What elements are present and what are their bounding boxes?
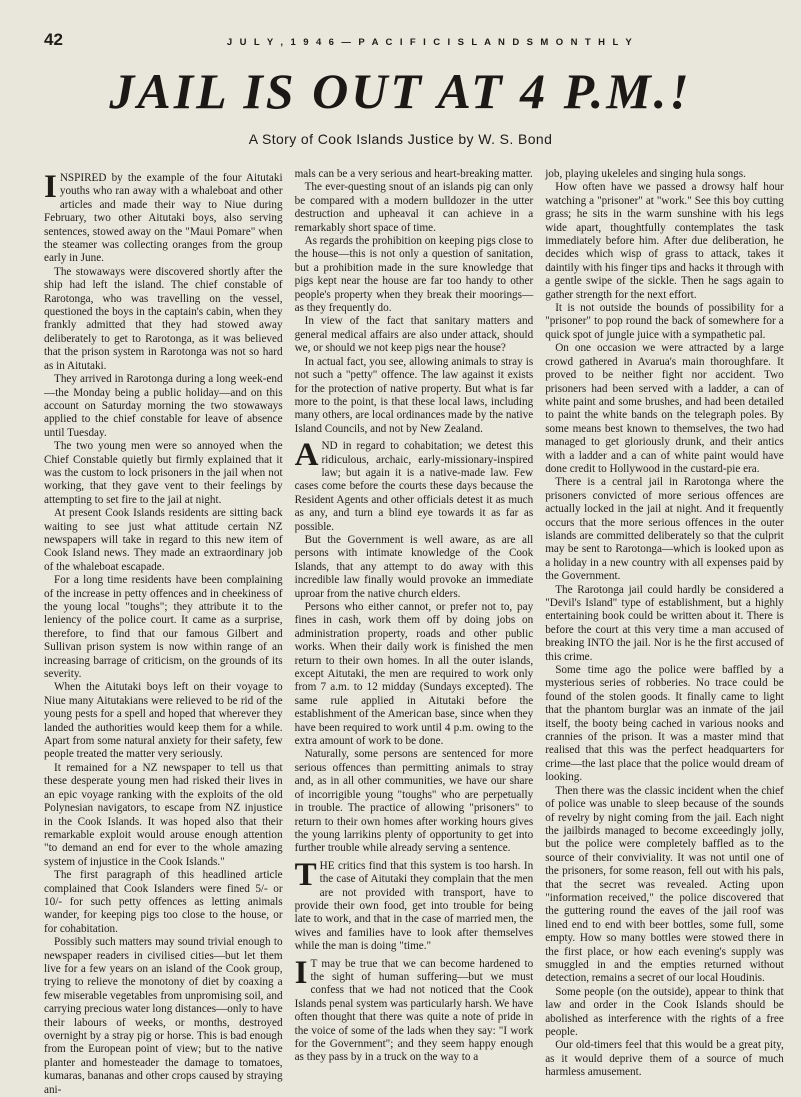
paragraph: There is a central jail in Rarotonga where the prisoners convicted of more serious offences are actually locked in the jail at night. And it frequently occurs that the more serious offences in the outer islands are committed deliberately so that the culprit may be sent to Rarotonga—which is looked upon as a holiday in a new country with all expenses paid by the Government. <box>545 476 784 583</box>
paragraph: How often have we passed a drowsy half hour watching a "prisoner" at "work." See this boy cutting grass; he sits in the warm sunshine with his legs wide apart, thoughtfully contemplates the task immediately before him. After due deliberation, he decides which wisp of grass to attack, takes it daintily with his finger tips and hacks it through with a gentle swipe of the sickle. Then he sags again to gather strength for the next effort. <box>545 181 784 301</box>
paragraph: The stowaways were discovered shortly after the ship had left the island. The chief constable of Rarotonga, who was travelling on the vessel, questioned the boys in the captain's cabin, when they frankly admitted that they had stowed away deliberately to get to Rarotonga, as it was believed that the prison system in Rarotonga was not so hard as in Aitutaki. <box>44 265 283 372</box>
paragraph: The Rarotonga jail could hardly be considered a "Devil's Island" type of establishment, but a highly entertaining book could be written about it. There is before the court at this very time a man accused of breaking INTO the jail. Nor is he the first accused of this crime. <box>545 583 784 663</box>
paragraph: The first paragraph of this headlined article complained that Cook Islanders were fined 5/- or 10/- for such petty offences as letting animals wander, for keeping pigs too close to the house, or for cohabitation. <box>44 869 283 935</box>
paragraph: As regards the prohibition on keeping pigs close to the house—this is not only a question of sanitation, but a prohibition made in the sure knowledge that pigs kept near the house are far too handy to other people's property when they break their moorings—as they frequently do. <box>294 235 534 315</box>
journal-line: J U L Y , 1 9 4 6 — P A C I F I C I S L A N D S M O N T H L Y <box>226 37 635 48</box>
paragraph: Naturally, some persons are sentenced for more serious offences than permitting animals to stray and, as in all other communities, we have our share of incorrigible young "toughs" who are perpetually in trouble. The practice of allowing "prisoners" to return to their own homes after working hours gives the young larrikins plenty of opportunity to get into further trouble while already serving a sentence. <box>294 748 534 855</box>
paragraph: job, playing ukeleles and singing hula songs. <box>545 168 746 180</box>
paragraph: It remained for a NZ newspaper to tell us that these desperate young men had risked their lives in an epic voyage ranking with the exploits of the old Polynesian navigators, to escape from NZ injustice in the Cook Islands. It was hoped also that their remarkable exploit would arouse enough attention "to demand an end for ever to the whole amazing system of injustice in the Cook Islands." <box>44 761 283 868</box>
article-title: JAIL IS OUT AT 4 P.M.! <box>109 63 692 119</box>
paragraph: It is not outside the bounds of possibility for a "prisoner" to pop round the back of somewhere for a quick spot of jungle juice with a sympathetic pal. <box>545 302 784 341</box>
paragraph: At present Cook Islands residents are sitting back waiting to see just what attitude certain NZ newspapers will take in regard to this new item of Cook Island news. They made an extraordinary job of the whaleboat escapade. <box>44 507 283 573</box>
running-head <box>44 30 781 50</box>
page-number: 42 <box>44 30 63 49</box>
paragraph: In actual fact, you see, allowing animals to stray is not such a "petty" offence. The law against it exists for the protection of native property. But what is far more to the point, is that these local laws, including many others, are local ordinances made by the native Island Councils, and not by New Zealand. <box>294 355 534 435</box>
article-subtitle: A Story of Cook Islands Justice by W. S. Bond <box>248 131 553 147</box>
paragraph: Some time ago the police were baffled by a mysterious series of robberies. No trace could be found of the stolen goods. It finally came to light that the phantom burglar was an inmate of the jail itself, the booty being cached in various nooks and crannies of the prison. It was a master mind that realised that this was the perfect headquarters for crime—the last place that the police would dream of looking. <box>545 664 784 784</box>
drop-cap: I <box>44 169 57 205</box>
drop-cap: T <box>294 856 317 893</box>
drop-cap: A <box>294 437 319 474</box>
paragraph: Then there was the classic incident when the chief of police was unable to sleep because of the sounds of revelry by night coming from the jail. Each night the jailbirds managed to become exceedingly jolly, but the police were completely baffled as to the source of their conviviality. It was not until one of the prisoners, for some reason, fell out with his pals, that the secret was revealed. Acting upon "information received," the police discovered that the guttering round the eaves of the jail roof was lined end to end with beer bottles, some full, some empty. How so many bottles were stowed there in the first place, or how each evening's supply was smuggled in and the empties returned without detection, remains a secret of our local Houdinis. <box>545 784 784 985</box>
paragraph: I T may be true that we can become hardened to the sight of human suffering—but we must confess that we had not noticed that the Cook Islands penal system was particularly harsh. We have often thought that there was quite a note of pride in the voice of some of the lads when they say: "I work for the Government"; and they seem happy enough as they pass by in a truck on the way to a <box>294 954 534 1064</box>
paragraph: In view of the fact that sanitary matters and general medical affairs are also under attack, should we, or should we not keep pigs near the house? <box>294 315 534 355</box>
paragraph: Possibly such matters may sound trivial enough to newspaper readers in civilised cities—but let them live for a few years on an island of the Cook group, trying to relieve the monotony of diet by coaxing a few miserable vegetables from unpromising soil, and carrying precious water long distances—only to have their labours of weeks, or months, destroyed overnight by a stray pig or horse. This is bad enough from the European point of view; but to the native planter and homesteader the damage to tomatoes, kumaras, bananas and other crops caused by straying ani- <box>44 936 283 1096</box>
paragraph: Our old-timers feel that this would be a great pity, as it would deprive them of a source of much harmless amusement. <box>545 1039 784 1079</box>
column-2 <box>294 168 534 1064</box>
paragraph: The two young men were so annoyed when the Chief Constable quietly but firmly explained that it was the custom to lock prisoners in the jail when not working, that they gave vent to their feelings by attempting to set fire to the jail at night. <box>44 440 283 506</box>
drop-cap: I <box>294 954 308 991</box>
paragraph: They arrived in Rarotonga during a long week-end—the Monday being a public holiday—and on this account on Saturday morning the two stowaways applied to the chief constable for leave of absence until Tuesday. <box>44 373 283 439</box>
paragraph: Some people (on the outside), appear to think that law and order in the Cook Islands should be abolished as interference with the rights of a free people. <box>545 985 784 1038</box>
paragraph: AND in regard to cohabitation; we detest this ridiculous, archaic, early-missionary-inspired law; but again it is a native-made law. Few cases come before the courts these days because the Resident Agents and other officials detest it as much as any, and turn a blind eye towards it as far as possible. <box>294 437 534 533</box>
paragraph: THE critics find that this system is too harsh. In the case of Aitutaki they complain that the men are not provided with transport, have to provide their own food, get into trouble for being late to work, and that in the case of married men, the wives and families have to look after themselves while the man is doing "time." <box>294 856 534 953</box>
paragraph: The ever-questing snout of an islands pig can only be compared with a modern bulldozer in the utter destruction and upheaval it can achieve in a remarkably short space of time. <box>294 181 534 234</box>
paragraph: mals can be a very serious and heart-breaking matter. <box>294 168 533 180</box>
paragraph: Persons who either cannot, or prefer not to, pay fines in cash, work them off by doing jobs on administration property, roads and other public works. When their daily work is finished the men return to their own homes. In all the outer islands, except Aitutaki, the men are required to work only from 7 a.m. to 12 midday (Sundays excepted). The same rule applied in Aitutaki before the establishment of the American base, since when they have been required to work until 4 p.m. owing to the extra amount of work to be done. <box>294 601 534 748</box>
paragraph: For a long time residents have been complaining of the increase in petty offences and in cheekiness of the young local "toughs"; they attribute it to the leniency of the police court. It came as a surprise, therefore, to find that our famous Gilbert and Sullivan prison system is now within range of an increasing barrage of criticism, on the grounds of its severity. <box>44 574 283 681</box>
column-1 <box>44 168 283 1096</box>
column-3 <box>545 168 784 1079</box>
paragraph: But the Government is well aware, as are all persons with intimate knowledge of the Cook Islands, that any attempt to do away with this incredible law finally would provoke an immediate uproar from the native church elders. <box>294 533 534 600</box>
paragraph: On one occasion we were attracted by a large crowd gathered in Avarua's main thoroughfare. It proved to be neither fight nor accident. Two prisoners had been served with a ladder, a can of white paint and some brushes, and had been detailed to paint the white bands on the telegraph poles. By some means best known to themselves, the two had managed to get gloriously drunk, and their antics with a ladder and a can of white paint would have done credit to Hollywood in the custard-pie era. <box>545 342 784 475</box>
paragraph: INSPIRED by the example of the four Aitutaki youths who ran away with a whaleboat and other articles and made their way to Niue during February, two other Aitutaki boys, also serving sentences, stowed away on the "Maui Pomare" when the steamer was collecting oranges from the group early in June. <box>44 169 283 265</box>
article-body <box>44 168 784 1096</box>
paragraph: When the Aitutaki boys left on their voyage to Niue many Aitutakians were relieved to be rid of the young pests for a spell and hoped that wherever they landed the authorities would keep them for a while. Apart from some natural anxiety for their safety, few people treated the matter very seriously. <box>44 681 283 761</box>
